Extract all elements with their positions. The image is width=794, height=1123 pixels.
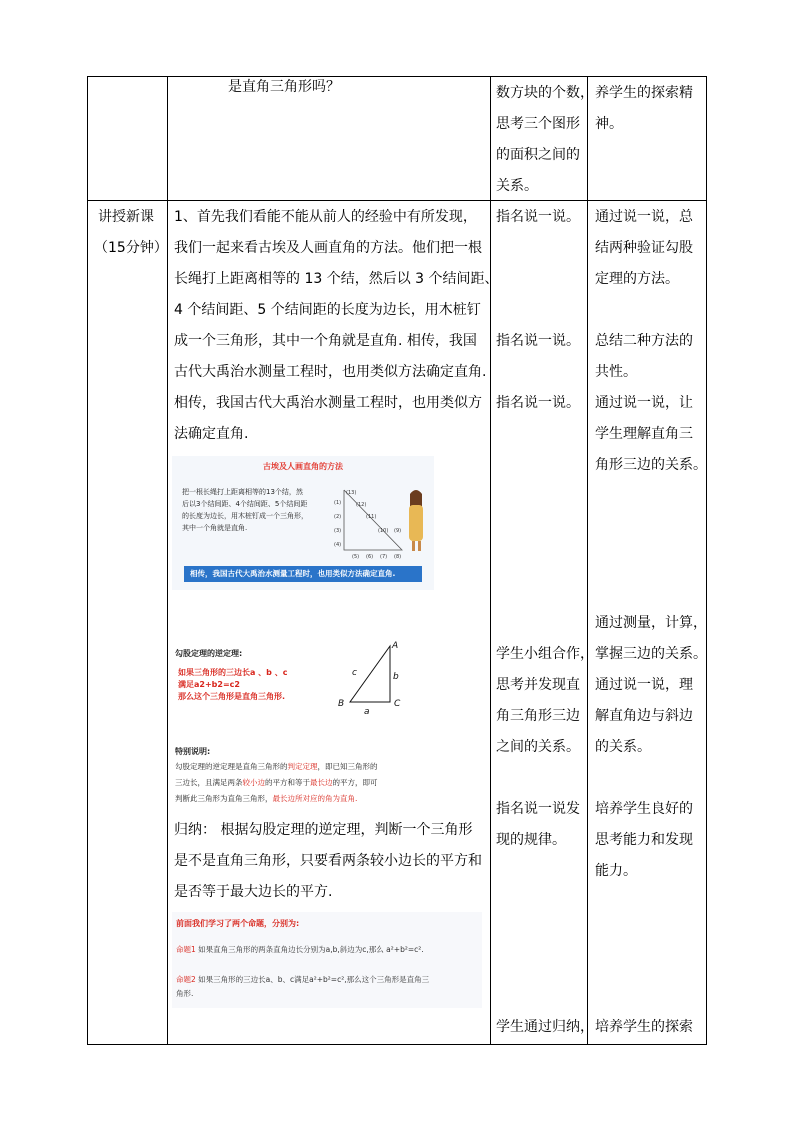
- converse-theorem-figure: [172, 636, 434, 808]
- intent-3-line: 学生理解直角三: [595, 426, 693, 442]
- activity-2: 指名说一说。: [496, 333, 580, 349]
- figure1-line: 的长度为边长，用木桩钉成一个三角形，: [182, 512, 308, 520]
- content-line: 我们一起来看古埃及人画直角的方法。他们把一根: [174, 240, 482, 256]
- content-line: 长绳打上距离相等的 13 个结，然后以 3 个结间距、: [174, 271, 499, 287]
- content-line: 成一个三角形，其中一个角就是直角. 相传，我国: [174, 333, 477, 349]
- knot-label: (9): [394, 528, 402, 534]
- knot-label: (8): [394, 554, 402, 559]
- knot-label: (10): [378, 528, 389, 534]
- knot-label: (12): [356, 502, 367, 508]
- vertex-C-label: C: [394, 699, 401, 709]
- knot-label: (4): [334, 542, 342, 548]
- knot-label: (6): [366, 554, 374, 559]
- propositions-figure: [172, 912, 482, 1008]
- activity-4-line: 角三角形三边: [496, 708, 580, 724]
- proposition-2-cont: 角形.: [176, 989, 194, 998]
- vertex-B-label: B: [338, 699, 345, 709]
- knot-label: (2): [334, 514, 342, 520]
- content-line: 4 个结间距、5 个结间距的长度为边长，用木桩钉: [174, 302, 481, 318]
- intent-1-line: 通过说一说，总: [595, 209, 693, 225]
- stage-duration: （15分钟）: [94, 240, 168, 256]
- knot-label: (1): [334, 500, 342, 506]
- figure2-note-heading: 特别说明:: [175, 747, 211, 756]
- summary-line: 是不是直角三角形，只要看两条较小边长的平方和: [174, 853, 482, 869]
- figure1-title: 古埃及人画直角的方法: [263, 462, 343, 471]
- summary-line: 归纳： 根据勾股定理的逆定理，判断一个三角形: [174, 822, 473, 838]
- col-border-2: [490, 76, 491, 1045]
- row0-activity-line: 思考三个图形: [496, 116, 580, 132]
- row0-activity-line: 关系。: [496, 178, 538, 194]
- intent-5-line: 能力。: [595, 863, 637, 879]
- knot-label: (7): [380, 554, 388, 559]
- activity-6: 学生通过归纳，: [496, 1019, 594, 1035]
- figure1-line: 把一根长绳打上距离相等的13个结，然: [182, 488, 303, 496]
- intent-2-line: 总结二种方法的: [595, 333, 693, 349]
- figure2-statement-line: 满足a2+b2=c2: [178, 680, 240, 689]
- row-divider: [87, 200, 707, 201]
- activity-5-line: 指名说一说发: [496, 801, 580, 817]
- right-triangle-diagram: [330, 640, 430, 720]
- figure1-line: 其中一个角就是直角.: [182, 524, 248, 532]
- intent-1-line: 结两种验证勾股: [595, 240, 693, 256]
- intent-3-line: 通过说一说，让: [595, 395, 693, 411]
- col-border-1: [167, 76, 168, 1045]
- figure2-heading: 勾股定理的逆定理:: [175, 649, 243, 658]
- intent-3-line: 角形三边的关系。: [595, 457, 707, 473]
- content-line: 1、首先我们看能不能从前人的经验中有所发现，: [174, 209, 477, 225]
- intent-2-line: 共性。: [595, 364, 637, 380]
- row0-activity-line: 的面积之间的: [496, 147, 580, 163]
- proposition-1: 命题1 如果直角三角形的两条直角边长分别为a,b,斜边为c,那么 a²+b²=c².: [176, 945, 424, 954]
- side-c-label: c: [352, 668, 357, 678]
- intent-4-line: 的关系。: [595, 739, 651, 755]
- intent-4-line: 通过测量，计算，: [595, 615, 707, 631]
- table-bottom-border: [87, 1044, 707, 1045]
- figure2-note-line: 判断此三角形为直角三角形，最长边所对应的角为直角.: [175, 794, 358, 803]
- figure2-statement-line: 如果三角形的三边长a 、b 、c: [178, 668, 288, 677]
- activity-4-line: 思考并发现直: [496, 677, 580, 693]
- row0-intent-line: 神。: [595, 116, 623, 132]
- intent-5-line: 培养学生良好的: [595, 801, 693, 817]
- row0-content: 是直角三角形吗？: [228, 79, 340, 95]
- intent-5-line: 思考能力和发现: [595, 832, 693, 848]
- content-line: 相传，我国古代大禹治水测量工程时，也用类似方: [174, 395, 482, 411]
- row0-intent-line: 养学生的探索精: [595, 85, 693, 101]
- figure2-note-line: 勾股定理的逆定理是直角三角形的判定定理，即已知三角形的: [175, 762, 378, 771]
- knot-label: (11): [366, 514, 377, 520]
- intent-4-line: 解直角边与斜边: [595, 708, 693, 724]
- stage-label: 讲授新课: [98, 209, 154, 225]
- col-border-0: [87, 76, 88, 1045]
- figure1-banner: 相传，我国古代大禹治水测量工程时，也用类似方法确定直角.: [184, 566, 422, 582]
- intent-1-line: 定理的方法。: [595, 271, 679, 287]
- side-b-label: b: [393, 672, 399, 682]
- figure1-line: 后以3个结间距、4个结间距、5个结间距: [182, 500, 308, 508]
- row0-activity-line: 数方块的个数，: [496, 85, 594, 101]
- knot-label: (5): [352, 554, 360, 559]
- intent-4-line: 掌握三边的关系。: [595, 646, 707, 662]
- activity-3: 指名说一说。: [496, 395, 580, 411]
- col-border-4: [706, 76, 707, 1045]
- col-border-3: [587, 76, 588, 1045]
- egyptian-rope-figure: [172, 456, 434, 590]
- figure2-statement-line: 那么这个三角形是直角三角形.: [178, 692, 286, 701]
- knot-label: (3): [334, 528, 342, 534]
- intent-6: 培养学生的探索: [595, 1019, 693, 1035]
- activity-5-line: 现的规律。: [496, 832, 566, 848]
- activity-4-line: 学生小组合作，: [496, 646, 594, 662]
- vertex-A-label: A: [392, 641, 399, 651]
- activity-4-line: 之间的关系。: [496, 739, 580, 755]
- content-line: 古代大禹治水测量工程时，也用类似方法确定直角.: [174, 364, 487, 380]
- table-top-border: [87, 76, 707, 77]
- proposition-2: 命题2 如果三角形的三边长a、b、c满足a²+b²=c²,那么这个三角形是直角三: [176, 975, 430, 984]
- rope-triangle-diagram: [332, 484, 432, 559]
- figure3-title: 前面我们学习了两个命题，分别为:: [176, 919, 300, 928]
- activity-1: 指名说一说。: [496, 209, 580, 225]
- knot-label: (13): [346, 490, 357, 496]
- content-line: 法确定直角.: [174, 426, 249, 442]
- intent-4-line: 通过说一说，理: [595, 677, 693, 693]
- side-a-label: a: [364, 707, 370, 717]
- summary-line: 是否等于最大边长的平方.: [174, 884, 333, 900]
- figure2-note-line: 三边长，且满足两条较小边的平方和等于最长边的平方，即可: [175, 778, 378, 787]
